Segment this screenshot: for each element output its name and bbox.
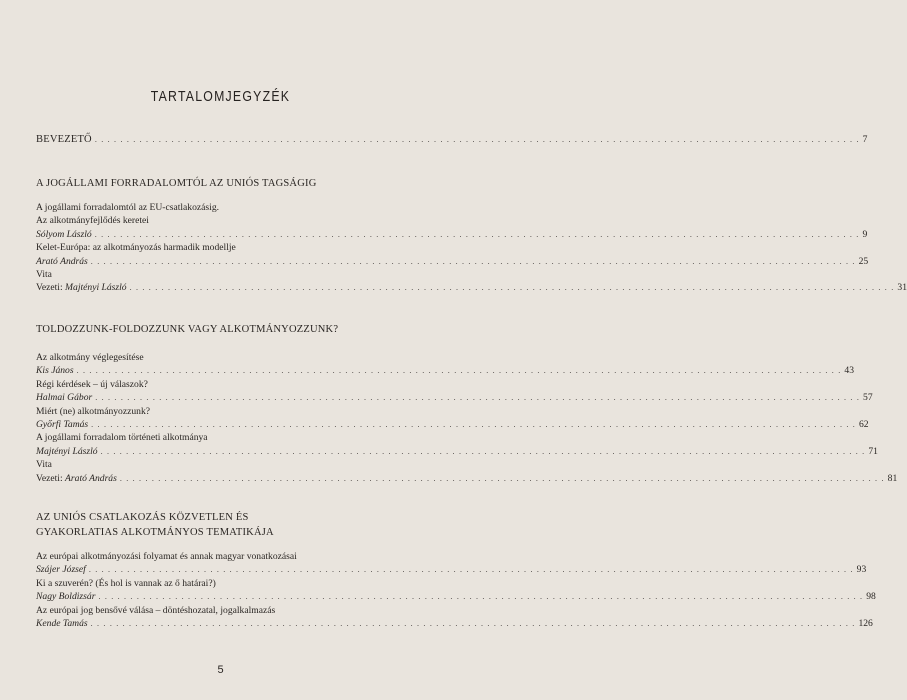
toc-author: Szájer József: [36, 564, 86, 576]
toc-entry[interactable]: [36, 391, 873, 404]
toc-entry-title: Az európai jog bensővé válása – döntéshozatal, jogalkalmazás: [36, 604, 276, 616]
leader-dots: . . . . . . . . . . . . . . . . . . . . . . . . . . . . . . . . . . . . . . . . . . . . . . . . . . . . . . . . . . . . . . . . . . . . . . . . . . . . . . . . . . . . . . . . . . . . . . . . . . . . . . . . . . . . . . . . . . . . . . . .: [94, 135, 860, 144]
section-heading-line-2: GYAKORLATIAS ALKOTMÁNYOS TEMATIKÁJA: [36, 527, 274, 538]
toc-page-number: 43: [844, 365, 854, 377]
toc-entry-title: Régi kérdések – új válaszok?: [36, 378, 148, 390]
toc-page-number: 62: [858, 419, 869, 431]
toc-page-number: 9: [862, 228, 868, 240]
toc-entry-title: Vita: [36, 269, 52, 281]
leader-dots: . . . . . . . . . . . . . . . . . . . . . . . . . . . . . . . . . . . . . . . . . . . . . . . . . . . . . . . . . . . . . . . . . . . . . . . . . . . . . . . . . . . . . . . . . . . . . . . . . . . . . . . . . . . . . . . . . . . . . . . .: [94, 229, 860, 239]
toc-entry[interactable]: [36, 418, 869, 431]
toc-page-number: 93: [856, 564, 867, 576]
toc-author: Arató András: [36, 255, 88, 267]
toc-entry-title: Vita: [36, 459, 52, 471]
page-title: TARTALOMJEGYZÉK: [150, 88, 291, 105]
toc-entry-title: Az alkotmányfejlődés keretei: [36, 215, 149, 227]
toc-entry[interactable]: [36, 364, 854, 377]
toc-intro: [36, 132, 868, 147]
toc-author: Győrfi Tamás: [36, 419, 89, 431]
toc-prefix: Vezeti:: [36, 282, 66, 294]
toc-page-number: 25: [858, 255, 869, 267]
toc-entry[interactable]: [36, 472, 898, 485]
leader-dots: . . . . . . . . . . . . . . . . . . . . . . . . . . . . . . . . . . . . . . . . . . . . . . . . . . . . . . . . . . . . . . . . . . . . . . . . . . . . . . . . . . . . . . . . . . . . . . . . . . . . . . . . . . . . . . . . . . . . . . . .: [88, 565, 854, 575]
toc-entry[interactable]: [36, 590, 876, 603]
toc-entry[interactable]: [36, 563, 867, 576]
toc-author: Arató András: [65, 472, 117, 484]
toc-entry[interactable]: [36, 281, 907, 294]
toc-prefix: Vezeti:: [36, 472, 66, 484]
toc-entry-title: A jogállami forradalom történeti alkotmánya: [36, 432, 208, 444]
leader-dots: . . . . . . . . . . . . . . . . . . . . . . . . . . . . . . . . . . . . . . . . . . . . . . . . . . . . . . . . . . . . . . . . . . . . . . . . . . . . . . . . . . . . . . . . . . . . . . . . . . . . . . . . . . . . . . . . . . . . . . . .: [95, 393, 861, 403]
section-heading: A JOGÁLLAMI FORRADALOMTÓL AZ UNIÓS TAGSÁGIG: [36, 178, 317, 189]
toc-entry-title: Miért (ne) alkotmányozzunk?: [36, 405, 151, 417]
section-heading: TOLDOZZUNK-FOLDOZZUNK VAGY ALKOTMÁNYOZZUNK?: [36, 324, 339, 335]
toc-entry-title: Kelet-Európa: az alkotmányozás harmadik modellje: [36, 242, 236, 254]
toc-author: Kende Tamás: [36, 618, 88, 630]
leader-dots: . . . . . . . . . . . . . . . . . . . . . . . . . . . . . . . . . . . . . . . . . . . . . . . . . . . . . . . . . . . . . . . . . . . . . . . . . . . . . . . . . . . . . . . . . . . . . . . . . . . . . . . . . . . . . . . . . . . . . . . .: [90, 256, 856, 266]
toc-author: Kis János: [36, 365, 74, 377]
leader-dots: . . . . . . . . . . . . . . . . . . . . . . . . . . . . . . . . . . . . . . . . . . . . . . . . . . . . . . . . . . . . . . . . . . . . . . . . . . . . . . . . . . . . . . . . . . . . . . . . . . . . . . . . . . . . . . . . . . . . . . . .: [90, 619, 856, 629]
toc-page-number: 7: [862, 134, 868, 145]
toc-page-number: 71: [868, 445, 878, 457]
leader-dots: . . . . . . . . . . . . . . . . . . . . . . . . . . . . . . . . . . . . . . . . . . . . . . . . . . . . . . . . . . . . . . . . . . . . . . . . . . . . . . . . . . . . . . . . . . . . . . . . . . . . . . . . . . . . . . . . . . . . . . . .: [100, 446, 866, 456]
toc-entry-label: BEVEZETŐ: [36, 134, 92, 145]
toc-entry-title: A jogállami forradalomtól az EU-csatlakozásig.: [36, 202, 220, 213]
toc-author: Majtényi László: [65, 282, 127, 294]
leader-dots: . . . . . . . . . . . . . . . . . . . . . . . . . . . . . . . . . . . . . . . . . . . . . . . . . . . . . . . . . . . . . . . . . . . . . . . . . . . . . . . . . . . . . . . . . . . . . . . . . . . . . . . . . . . . . . . . . . . . . . . .: [76, 366, 842, 376]
leader-dots: . . . . . . . . . . . . . . . . . . . . . . . . . . . . . . . . . . . . . . . . . . . . . . . . . . . . . . . . . . . . . . . . . . . . . . . . . . . . . . . . . . . . . . . . . . . . . . . . . . . . . . . . . . . . . . . . . . . . . . . .: [98, 592, 864, 602]
toc-entry[interactable]: [36, 445, 878, 458]
toc-page-number: 126: [858, 618, 873, 630]
leader-dots: . . . . . . . . . . . . . . . . . . . . . . . . . . . . . . . . . . . . . . . . . . . . . . . . . . . . . . . . . . . . . . . . . . . . . . . . . . . . . . . . . . . . . . . . . . . . . . . . . . . . . . . . . . . . . . . . . . . . . . . .: [119, 473, 885, 483]
toc-author: Halmai Gábor: [36, 392, 93, 404]
toc-page-number: 98: [866, 591, 876, 603]
toc-entry-title: Az alkotmány véglegesítése: [36, 352, 144, 363]
leader-dots: . . . . . . . . . . . . . . . . . . . . . . . . . . . . . . . . . . . . . . . . . . . . . . . . . . . . . . . . . . . . . . . . . . . . . . . . . . . . . . . . . . . . . . . . . . . . . . . . . . . . . . . . . . . . . . . . . . . . . . . .: [91, 420, 856, 430]
leader-dots: . . . . . . . . . . . . . . . . . . . . . . . . . . . . . . . . . . . . . . . . . . . . . . . . . . . . . . . . . . . . . . . . . . . . . . . . . . . . . . . . . . . . . . . . . . . . . . . . . . . . . . . . . . . . . . . . . . . . . . . .: [129, 283, 895, 293]
toc-section-2: [36, 322, 898, 485]
toc-author: Sólyom László: [36, 228, 92, 240]
toc-page-number: 57: [863, 392, 873, 404]
toc-entry[interactable]: [36, 255, 869, 268]
toc-entry-title: Ki a szuverén? (És hol is vannak az ő határai?): [36, 577, 216, 589]
toc-entry-intro[interactable]: [36, 132, 868, 147]
toc-entry-title: Az európai alkotmányozási folyamat és annak magyar vonatkozásai: [36, 551, 297, 562]
toc-author: Majtényi László: [36, 445, 98, 457]
page-number: 5: [217, 664, 224, 676]
section-heading-line-1: AZ UNIÓS CSATLAKOZÁS KÖZVETLEN ÉS: [36, 512, 249, 523]
toc-entry[interactable]: [36, 617, 873, 630]
toc-page-number: 81: [887, 472, 898, 484]
toc-page-number: 31: [897, 282, 907, 294]
toc-section-1: [36, 176, 907, 295]
toc-entry[interactable]: [36, 228, 868, 241]
toc-section-3: [36, 510, 876, 630]
toc-author: Nagy Boldizsár: [36, 591, 96, 603]
